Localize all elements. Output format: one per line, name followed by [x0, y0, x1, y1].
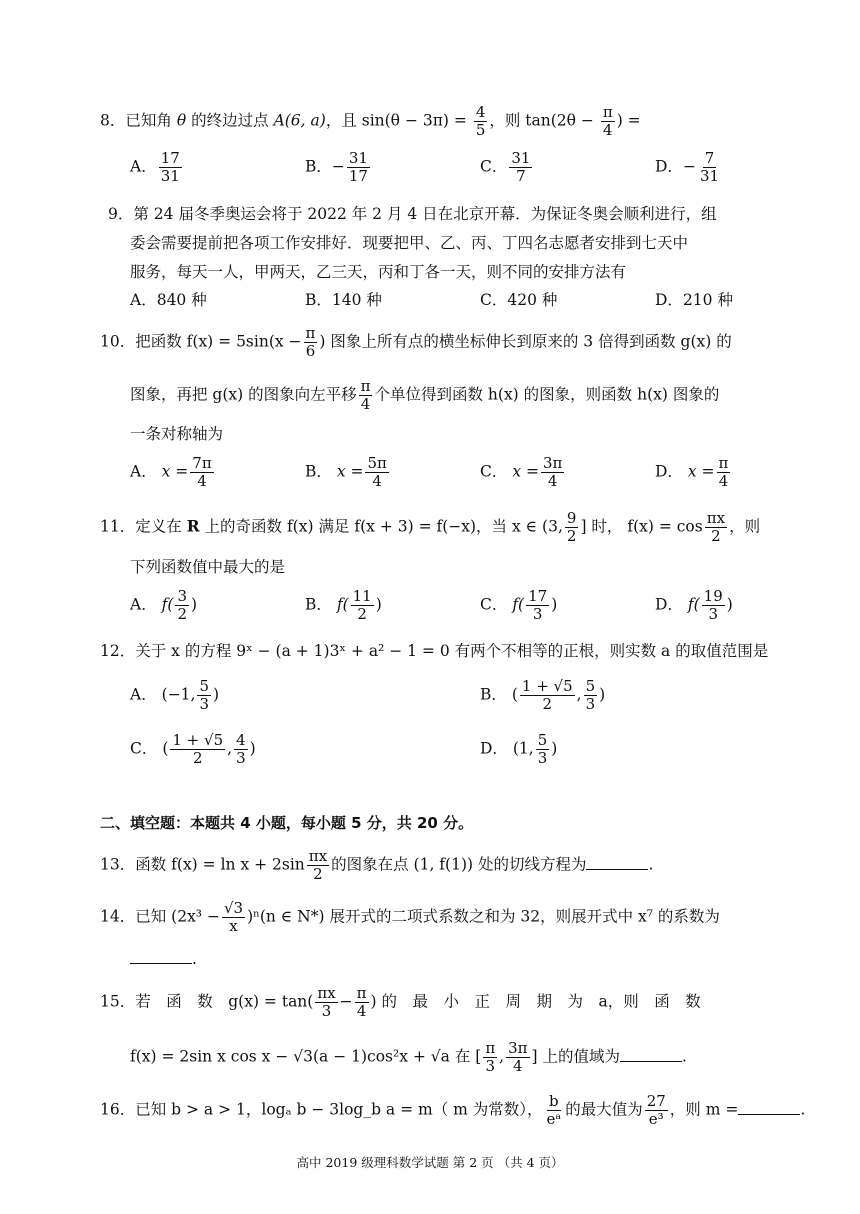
option-a: A．840 种: [130, 291, 207, 309]
option-b: B． f( $\frac{11}{2}$ ): [305, 587, 382, 623]
question-14: 14．已知 (2x³ − $\frac{√3}{x}$ )ⁿ(n ∈ N*) 展开式的二项式系数之和为 32，则展开式中 x⁷ 的系数为: [100, 899, 720, 935]
option-d: D． f( $\frac{19}{3}$ ): [655, 587, 733, 623]
question-14-line2: .: [130, 948, 197, 970]
option-a: A． (−1, $\frac{5}{3}$ ): [130, 677, 220, 713]
option-d: D． (1, $\frac{5}{3}$ ): [480, 731, 558, 767]
option-c: C． ( $\frac{1 + √5}{2}$ , $\frac{4}{3}$ ): [130, 731, 256, 767]
question-10: 10．把函数 f(x) = 5sin(x − $\frac{\pi}{6}$ ) 图象上所有点的横坐标伸长到原来的 3 倍得到函数 g(x) 的: [100, 324, 732, 360]
option-b: B． ( $\frac{1 + √5}{2}$ , $\frac{5}{3}$ ): [480, 677, 606, 713]
question-9: 9．第 24 届冬季奥运会将于 2022 年 2 月 4 日在北京开幕．为保证冬奥会顺利进行，组: [108, 205, 717, 223]
option-c: C． $\frac{31}{7}$: [480, 149, 531, 185]
option-c: C． x = $\frac{3\pi}{4}$: [480, 454, 563, 490]
question-11-line2: 下列函数值中最大的是: [130, 558, 286, 576]
fraction: $\frac{4}{5}$: [475, 103, 486, 139]
question-9-line2: 委会需要提前把各项工作安排好．现要把甲、乙、丙、丁四名志愿者安排到七天中: [130, 234, 689, 252]
fraction: $\frac{\pi}{4}$: [602, 103, 613, 139]
question-number: 8．: [100, 111, 126, 130]
question-11: 11．定义在 R 上的奇函数 f(x) 满足 f(x + 3) = f(−x)，当 x ∈ (3, $\frac{9}{2}$ ] 时， f(x) = cos $\frac{\pi x}{2}$ ，则: [100, 509, 761, 545]
answer-blank: [738, 1100, 800, 1115]
question-8: 8．已知角 θ 的终边过点 A(6, a)，且 sin(θ − 3π) = $\frac{4}{5}$ ，则 tan(2θ − $\frac{\pi}{4}$ ) =: [100, 103, 641, 139]
option-c: C． f( $\frac{17}{3}$ ): [480, 587, 558, 623]
answer-blank: [130, 949, 192, 964]
option-a: A． f( $\frac{3}{2}$ ): [130, 587, 198, 623]
question-15: 15．若 函 数 g(x) = tan( $\frac{\pi x}{3}$ − $\frac{\pi}{4}$ ) 的 最 小 正 周 期 为 a，则 函 数: [100, 984, 701, 1020]
question-10-line3: 一条对称轴为: [130, 425, 224, 443]
option-b: B．− $\frac{31}{17}$: [305, 149, 368, 185]
question-16: 16．已知 b > a > 1，logₐ b − 3log_b a = m（ m 为常数）， $\frac{b}{\text{eᵃ}}$ 的最大值为 $\frac{27}{\text{e³}}$ ，则 m = .: [100, 1092, 806, 1128]
option-b: B． x = $\frac{5\pi}{4}$: [305, 454, 387, 490]
question-12: 12．关于 x 的方程 9ˣ − (a + 1)3ˣ + a² − 1 = 0 有两个不相等的正根，则实数 a 的取值范围是: [100, 642, 769, 660]
option-b: B．140 种: [305, 291, 382, 309]
page-footer: 高中 2019 级理科数学试题 第 2 页 （共 4 页）: [296, 1155, 564, 1170]
answer-blank: [620, 1047, 682, 1062]
question-13: 13．函数 f(x) = ln x + 2sin $\frac{\pi x}{2}$ 的图象在点 (1, f(1)) 处的切线方程为 .: [100, 847, 654, 883]
question-15-line2: f(x) = 2sin x cos x − √3(a − 1)cos²x + √a 在 [ $\frac{\pi}{3}$ , $\frac{3\pi}{4}$ ] 上的值域为 .: [130, 1039, 687, 1075]
option-d: D． x = $\frac{\pi}{4}$: [655, 454, 729, 490]
answer-blank: [586, 855, 648, 870]
question-9-line3: 服务，每天一人，甲两天，乙三天，丙和丁各一天，则不同的安排方法有: [130, 263, 627, 281]
option-a: A． x = $\frac{7\pi}{4}$: [130, 454, 212, 490]
question-10-line2: 图象，再把 g(x) 的图象向左平移 $\frac{\pi}{4}$ 个单位得到函数 h(x) 的图象，则函数 h(x) 图象的: [130, 377, 720, 413]
option-d: D．210 种: [655, 291, 733, 309]
option-d: D．− $\frac{7}{31}$: [655, 149, 720, 185]
option-c: C．420 种: [480, 291, 558, 309]
section-heading: 二、填空题：本题共 4 小题，每小题 5 分，共 20 分。: [100, 814, 474, 832]
option-a: A． $\frac{17}{31}$: [130, 149, 180, 185]
